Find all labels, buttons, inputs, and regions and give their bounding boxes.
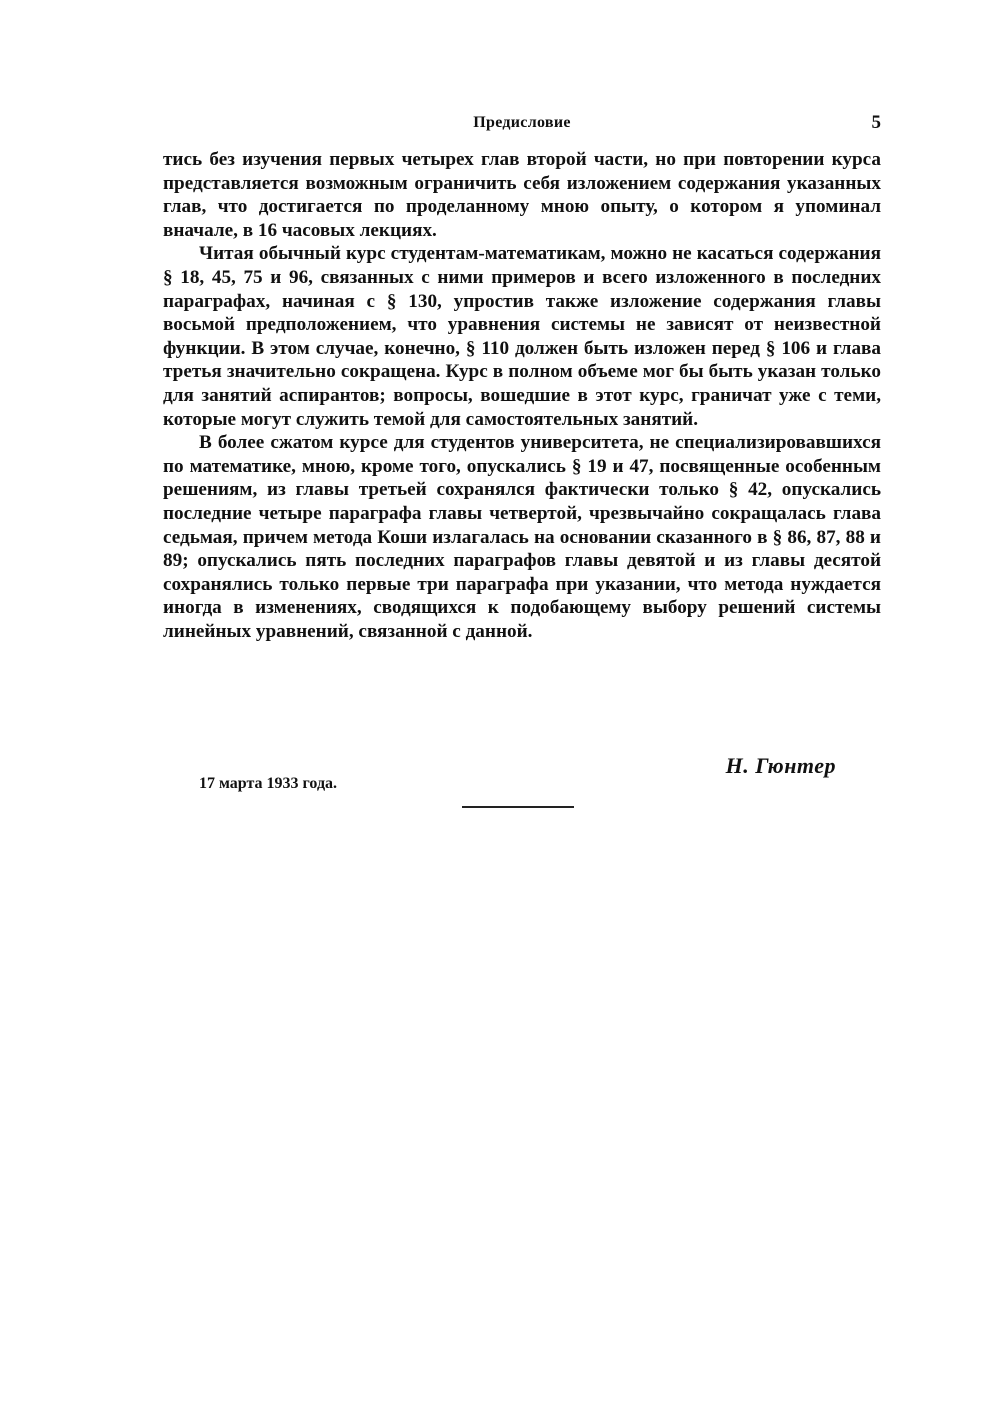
preface-body [163,148,881,643]
paragraph-continuation: тись без изучения первых четырех глав второй части, но при повторении курса представляется возможным ограничить себя изложением содержания указанных глав, что достигается по проделанному мною опыту, о котором я упоминал вначале, в 16 часовых лекциях. [163,149,881,241]
end-rule-divider [462,806,574,808]
author-signature: Н. Гюнтер [725,753,836,778]
page-header [163,114,881,136]
page-number: 5 [871,112,881,133]
running-title: Предисловие [473,114,571,131]
paragraph-condensed-course: В более сжатом курсе для студентов университета, не специализировавшихся по математике, мною, кроме того, опускались § 19 и 47, посвященные особенным решениям, из главы третьей сохранялся фактически только § 42, опускались последние четыре параграфа главы четвертой, чрезвычайно сокращалась глава седьмая, причем метода Коши излагалась на основании сказанного в § 86, 87, 88 и 89; опускались пять последних параграфов главы девятой и из главы десятой сохранялись только первые три параграфа при указании, что метода нуждается иногда в изменениях, сводящихся к подобающему выбору решений системы линейных уравнений, связанной с данной. [163,432,881,642]
paragraph-course-for-mathematicians: Читая обычный курс студентам-математикам, можно не касаться содержания § 18, 45, 75 и 96, связанных с ними примеров и всего изложенного в последних параграфах, начиная с § 130, упростив также изложение содержания главы восьмой предположением, что уравнения системы не зависят от неизвестной функции. В этом случае, конечно, § 110 должен быть изложен перед § 106 и глава третья значительно сокращена. Курс в полном объеме мог бы быть указан только для занятий аспирантов; вопросы, вошедшие в этот курс, граничат уже с теми, которые могут служить темой для самостоятельных занятий. [163,243,881,430]
preface-date: 17 марта 1933 года. [199,775,338,792]
